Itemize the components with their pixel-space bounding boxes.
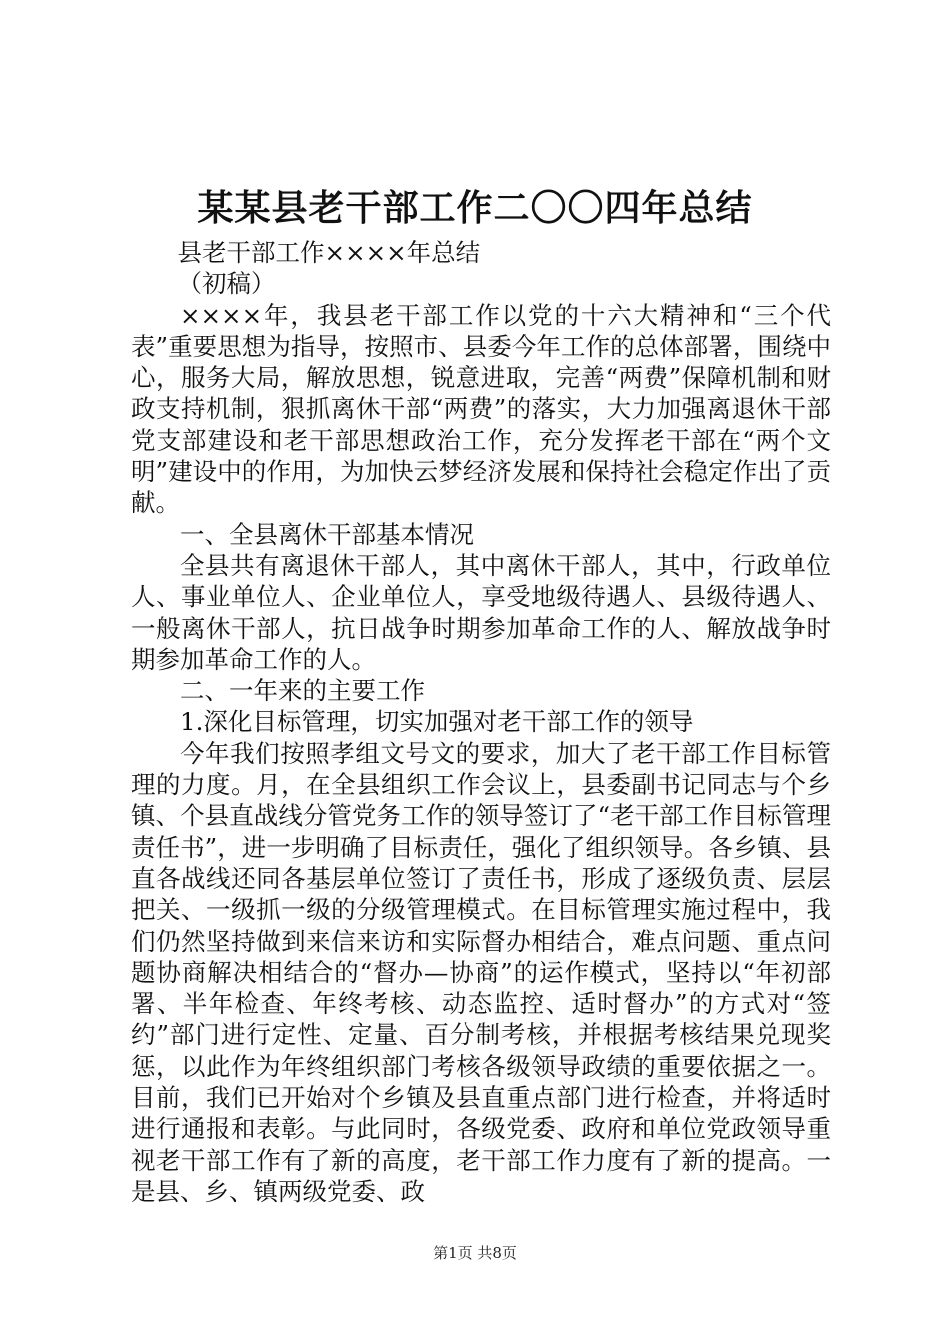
basic-info-paragraph: 全县共有离退休干部人，其中离休干部人，其中，行政单位人、事业单位人、企业单位人，享受地级待遇人、县级待遇人、一般离休干部人，抗日战争时期参加革命工作的人、解放战争时期参加革命工作的人。 <box>131 550 831 674</box>
document-subtitle: 县老干部工作××××年总结 <box>177 238 481 267</box>
subsection-heading-1: 1.深化目标管理，切实加强对老干部工作的领导 <box>180 707 694 737</box>
document-title: 某某县老干部工作二〇〇四年总结 <box>197 187 753 229</box>
intro-paragraph: ××××年，我县老干部工作以党的十六大精神和“三个代表”重要思想为指导，按照市、县委今年工作的总体部署，围绕中心，服务大局，解放思想，锐意进取，完善“两费”保障机制和财政支持机制，狠抓离休干部“两费”的落实，大力加强离退休干部党支部建设和老干部思想政治工作，充分发挥老干部在“两个文明”建设中的作用，为加快云梦经济发展和保持社会稳定作出了贡献。 <box>131 300 831 518</box>
section-heading-1: 一、全县离休干部基本情况 <box>180 519 474 549</box>
document-body <box>131 237 831 1207</box>
draft-note: （初稿） <box>177 269 276 299</box>
management-paragraph: 今年我们按照孝组文号文的要求，加大了老干部工作目标管理的力度。月，在全县组织工作会议上，县委副书记同志与个乡镇、个县直战线分管党务工作的领导签订了“老干部工作目标管理责任书”，进一步明确了目标责任，强化了组织领导。各乡镇、县直各战线还同各基层单位签订了责任书，形成了逐级负责、层层把关、一级抓一级的分级管理模式。在目标管理实施过程中，我们仍然坚持做到来信来访和实际督办相结合，难点问题、重点问题协商解决相结合的“督办—协商”的运作模式，坚持以“年初部署、半年检查、年终考核、动态监控、适时督办”的方式对“签约”部门进行定性、定量、百分制考核，并根据考核结果兑现奖惩，以此作为年终组织部门考核各级领导政绩的重要依据之一。目前，我们已开始对个乡镇及县直重点部门进行检查，并将适时进行通报和表彰。与此同时，各级党委、政府和单位党政领导重视老干部工作有了新的高度，老干部工作力度有了新的提高。一是县、乡、镇两级党委、政 <box>131 738 831 1206</box>
section-heading-2: 二、一年来的主要工作 <box>180 676 425 706</box>
page-number-footer: 第1页 共8页 <box>433 1244 517 1262</box>
